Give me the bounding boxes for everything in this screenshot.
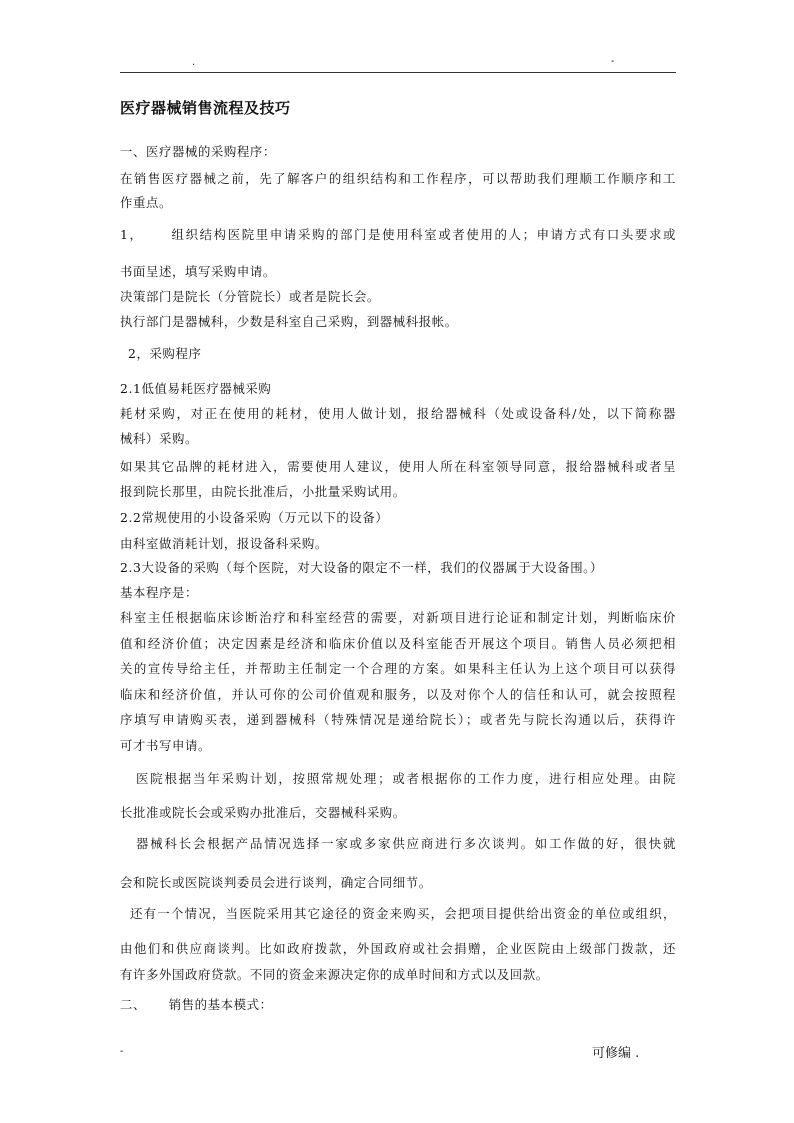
paragraph-line: 基本程序是： [120,585,198,600]
section-heading-1: 一、医疗器械的采购程序： [120,144,276,159]
paragraph-line: 医院根据当年采购计划，按照常规处理；或者根据你的工作力度，进行相应处理。由院 [136,771,676,786]
paragraph-line: 械科）采购。 [120,431,198,446]
paragraph-line: 长批准或院长会或采购办批准后，交器械科采购。 [120,805,406,820]
paragraph-line: 由他们和供应商谈判。比如政府拨款，外国政府或社会捐赠，企业医院由上级部门拨款，还 [120,941,676,956]
paragraph-line: 1， 组织结构医院里申请采购的部门是使用科室或者使用的人；申请方式有口头要求或 [120,227,676,242]
header-rule [120,72,676,73]
header-mark-right: - [611,56,615,67]
paragraph-line: 耗材采购，对正在使用的耗材，使用人做计划，报给器械科（处或设备科/处，以下简称器 [120,406,676,421]
document-title: 医疗器械销售流程及技巧 [120,99,291,117]
paragraph-line: 临床和经济价值，并认可你的公司价值观和服务，以及对你个人的信任和认可，就会按照程 [120,687,676,702]
paragraph-line: 关的宣传导给主任，并帮助主任制定一个合理的方案。如果科主任认为上这个项目可以获得 [120,661,676,676]
footer-page-label: 可修编 . [592,1046,640,1061]
paragraph-line: 可才书写申请。 [120,738,211,753]
paragraph-line: 序填写申请购买表，递到器械科（特殊情况是递给院长）；或者先与院长沟通以后，获得许 [120,712,676,727]
paragraph-line: 报到院长那里，由院长批准后，小批量采购试用。 [120,484,406,499]
section-heading-2: 二、 销售的基本模式： [120,997,273,1012]
paragraph-line: 科室主任根据临床诊断治疗和科室经营的需要，对新项目进行论证和制定计划，判断临床价 [120,610,676,625]
paragraph-line: 执行部门是器械科，少数是科室自己采购，到器械科报帐。 [120,314,458,329]
paragraph-line: 在销售医疗器械之前，先了解客户的组织结构和工作程序，可以帮助我们理顺工作顺序和工 [120,171,676,186]
paragraph-line: 有许多外国政府贷款。不同的资金来源决定你的成单时间和方式以及回款。 [120,967,549,982]
subsection-heading: 2，采购程序 [128,346,202,361]
paragraph-line: 书面呈述，填写采购申请。 [120,264,276,279]
header-mark-left: . [192,57,196,68]
paragraph-line: 作重点。 [120,195,172,210]
paragraph-line: 值和经济价值；决定因素是经济和临床价值以及科室能否开展这个项目。销售人员必须把相 [120,636,676,651]
paragraph-line: 由科室做消耗计划，报设备科采购。 [120,536,328,551]
subsection-heading: 2.3大设备的采购（每个医院，对大设备的限定不一样，我们的仪器属于大设备围。） [120,560,603,575]
paragraph-line: 决策部门是院长（分管院长）或者是院长会。 [120,289,380,304]
paragraph-line: 器械科长会根据产品情况选择一家或多家供应商进行多次谈判。如工作做的好，很快就 [136,836,676,851]
footer-mark-left: - [120,1046,124,1057]
paragraph-line: 会和院长或医院谈判委员会进行谈判，确定合同细节。 [120,875,432,890]
paragraph-line: 如果其它品牌的耗材进入，需要使用人建议，使用人所在科室领导同意，报给器械科或者呈 [120,459,676,474]
subsection-heading: 2.2常规使用的小设备采购（万元以下的设备） [120,510,389,525]
paragraph-line: 还有一个情况，当医院采用其它途径的资金来购买，会把项目提供给出资金的单位或组织， [130,906,676,921]
subsection-heading: 2.1低值易耗医疗器械采购 [120,381,272,396]
